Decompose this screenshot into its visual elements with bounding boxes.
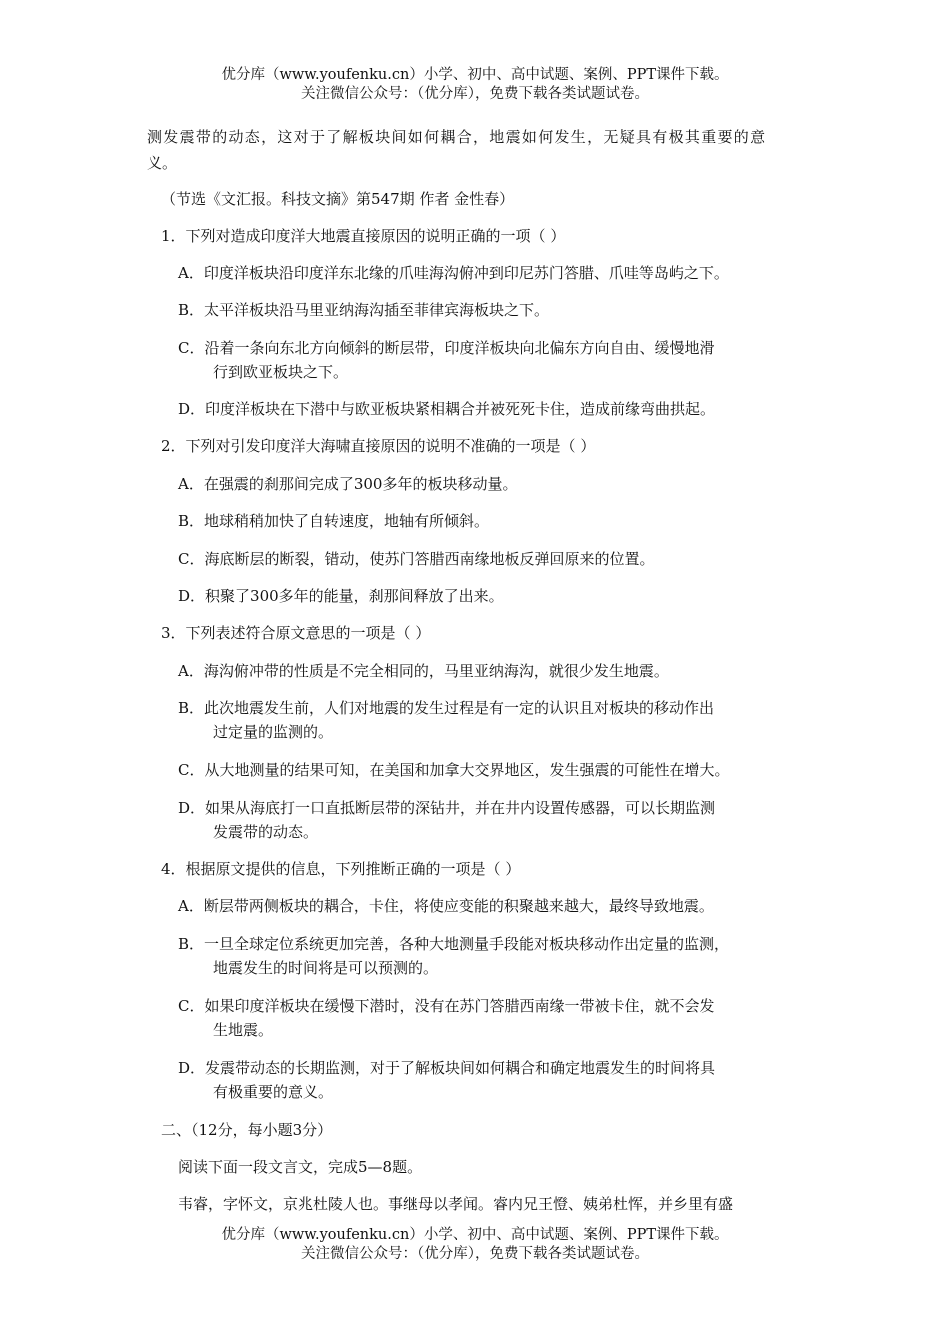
question-3-option-b-cont: 过定量的监测的。 bbox=[213, 723, 334, 741]
question-1-stem: 1．下列对造成印度洋大地震直接原因的说明正确的一项（ ） bbox=[161, 227, 566, 245]
question-4-option-c-cont: 生地震。 bbox=[213, 1021, 274, 1039]
question-1-option-b: B．太平洋板块沿马里亚纳海沟插至菲律宾海板块之下。 bbox=[178, 301, 550, 319]
question-4-option-a: A．断层带两侧板块的耦合，卡住，将使应变能的积聚越来越大，最终导致地震。 bbox=[178, 897, 714, 915]
question-2-option-c: C．海底断层的断裂，错动，使苏门答腊西南缘地板反弹回原来的位置。 bbox=[178, 550, 655, 568]
question-1-option-d: D．印度洋板块在下潜中与欧亚板块紧相耦合并被死死卡住，造成前缘弯曲拱起。 bbox=[178, 400, 716, 418]
question-4-option-d: D．发震带动态的长期监测，对于了解板块间如何耦合和确定地震发生的时间将具 bbox=[178, 1059, 716, 1077]
intro-line-2: 义。 bbox=[147, 154, 178, 172]
question-3-stem: 3．下列表述符合原文意思的一项是（ ） bbox=[161, 624, 431, 642]
question-2-option-b: B．地球稍稍加快了自转速度，地轴有所倾斜。 bbox=[178, 512, 490, 530]
header-line-1: 优分库（www.youfenku.cn）小学、初中、高中试题、案例、PPT课件下载。 bbox=[221, 67, 729, 83]
question-4-option-b: B．一旦全球定位系统更加完善，各种大地测量手段能对板块移动作出定量的监测， bbox=[178, 935, 730, 953]
footer-line-1: 优分库（www.youfenku.cn）小学、初中、高中试题、案例、PPT课件下载。 bbox=[221, 1227, 729, 1243]
question-3-option-d: D．如果从海底打一口直抵断层带的深钻井，并在井内设置传感器，可以长期监测 bbox=[178, 799, 716, 817]
page-header bbox=[0, 66, 950, 104]
question-4-option-b-cont: 地震发生的时间将是可以预测的。 bbox=[213, 959, 439, 977]
source-citation: （节选《文汇报。科技文摘》第547期 作者 金性春） bbox=[161, 190, 515, 208]
question-3-option-a: A．海沟俯冲带的性质是不完全相同的，马里亚纳海沟，就很少发生地震。 bbox=[178, 662, 669, 680]
question-4-option-c: C．如果印度洋板块在缓慢下潜时，没有在苏门答腊西南缘一带被卡住，就不会发 bbox=[178, 997, 715, 1015]
question-3-option-c: C．从大地测量的结果可知，在美国和加拿大交界地区，发生强震的可能性在增大。 bbox=[178, 761, 730, 779]
footer-line-2: 关注微信公众号：（优分库），免费下载各类试题试卷。 bbox=[301, 1246, 649, 1262]
question-1-option-c-cont: 行到欧亚板块之下。 bbox=[213, 363, 349, 381]
question-2-option-a: A．在强震的刹那间完成了300多年的板块移动量。 bbox=[178, 475, 518, 493]
question-4-stem: 4．根据原文提供的信息，下列推断正确的一项是（ ） bbox=[161, 860, 521, 878]
section-2-passage: 韦睿，字怀文，京兆杜陵人也。事继母以孝闻。睿内兄王憕、姨弟杜恽，并乡里有盛 bbox=[178, 1195, 734, 1213]
question-1-option-a: A．印度洋板块沿印度洋东北缘的爪哇海沟俯冲到印尼苏门答腊、爪哇等岛屿之下。 bbox=[178, 264, 729, 282]
page-footer bbox=[0, 1226, 950, 1264]
question-2-stem: 2．下列对引发印度洋大海啸直接原因的说明不准确的一项是（ ） bbox=[161, 437, 596, 455]
question-1-option-c: C．沿着一条向东北方向倾斜的断层带，印度洋板块向北偏东方向自由、缓慢地滑 bbox=[178, 339, 715, 357]
header-line-2: 关注微信公众号：（优分库），免费下载各类试题试卷。 bbox=[301, 86, 649, 102]
question-4-option-d-cont: 有极重要的意义。 bbox=[213, 1083, 334, 1101]
question-3-option-d-cont: 发震带的动态。 bbox=[213, 823, 319, 841]
question-3-option-b: B．此次地震发生前，人们对地震的发生过程是有一定的认识且对板块的移动作出 bbox=[178, 699, 715, 717]
intro-line-1: 测发震带的动态，这对于了解板块间如何耦合，地震如何发生，无疑具有极其重要的意 bbox=[147, 128, 767, 146]
section-2-instruction: 阅读下面一段文言文，完成5—8题。 bbox=[178, 1158, 423, 1176]
section-2-title: 二、（12分，每小题3分） bbox=[161, 1121, 333, 1139]
question-2-option-d: D．积聚了300多年的能量，刹那间释放了出来。 bbox=[178, 587, 504, 605]
